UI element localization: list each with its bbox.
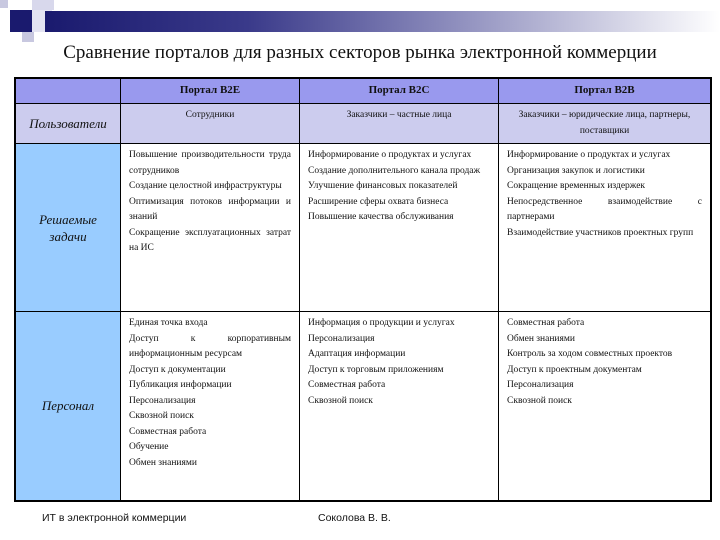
cell-item: Публикация информации: [129, 380, 232, 390]
cell-item: Единая точка входа: [129, 318, 208, 328]
table-cell: [121, 104, 300, 144]
header-b2b: Портал B2B: [499, 78, 712, 104]
header-row: [15, 78, 711, 104]
table-cell: [300, 144, 499, 312]
cell-item: Информация о продукции и услугах: [308, 318, 455, 328]
cell-item: Персонализация: [507, 380, 574, 390]
cell-item: Персонализация: [308, 333, 375, 344]
table-cell: [499, 104, 712, 144]
cell-item: Доступ к корпоративным информационным ресурсам: [129, 333, 291, 359]
header-b2c: Портал B2C: [300, 78, 499, 104]
header-b2e: Портал B2E: [121, 78, 300, 104]
cell-item: Контроль за ходом совместных проектов: [507, 349, 673, 359]
cell-item: Создание целостной инфраструктуры: [129, 181, 282, 191]
table-cell: [121, 144, 300, 312]
table-cell: [121, 312, 300, 501]
cell-item: Сквозной поиск: [129, 411, 194, 421]
cell-item: Создание дополнительного канала продаж: [308, 165, 481, 176]
footer-course: ИТ в электронной коммерции: [42, 512, 187, 524]
cell-item: Заказчики – частные лица: [346, 110, 452, 120]
cell-item: Информирование о продуктах и услугах: [507, 150, 671, 160]
row-header: Решаемые задачи: [15, 144, 121, 312]
header-gradient-bar: [45, 11, 720, 32]
cell-item: Непосредственное взаимодействие с партнерами: [507, 196, 702, 222]
cell-item: Повышение качества обслуживания: [308, 212, 454, 222]
cell-item: Улучшение финансовых показателей: [308, 181, 458, 191]
cell-item: Доступ к проектным документам: [507, 364, 642, 375]
cell-item: Совместная работа: [308, 380, 386, 390]
cell-item: Организация закупок и логистики: [507, 165, 645, 176]
table-row: [15, 144, 711, 312]
cell-item: Совместная работа: [129, 426, 207, 437]
table-cell: [300, 312, 499, 501]
cell-item: Обмен знаниями: [129, 457, 197, 468]
cell-item: Сокращение эксплуатационных затрат на ИС: [129, 227, 291, 253]
row-header: Пользователи: [15, 104, 121, 144]
cell-item: Персонализация: [129, 395, 196, 406]
cell-item: Обучение: [129, 442, 169, 452]
cell-item: Расширение сферы охвата бизнеса: [308, 196, 449, 207]
table-cell: [300, 104, 499, 144]
cell-item: Сквозной поиск: [308, 395, 373, 406]
cell-item: Заказчики – юридические лица, партнеры, поставщики: [518, 110, 691, 136]
cell-item: Доступ к торговым приложениям: [308, 364, 444, 375]
cell-item: Информирование о продуктах и услугах: [308, 150, 472, 160]
slide-title: Сравнение порталов для разных секторов рынка электронной коммерции: [63, 42, 657, 63]
cell-item: Оптимизация потоков информации и знаний: [129, 196, 291, 222]
cell-item: Повышение производительности труда сотрудников: [129, 150, 291, 176]
cell-item: Обмен знаниями: [507, 333, 575, 344]
cell-item: Сокращение временных издержек: [507, 181, 646, 191]
table-cell: [499, 144, 712, 312]
cell-item: Доступ к документации: [129, 364, 226, 375]
table-row: [15, 104, 711, 144]
cell-item: Сквозной поиск: [507, 395, 572, 406]
row-header: Персонал: [15, 312, 121, 501]
footer-author: Соколова В. В.: [318, 512, 391, 524]
table-cell: [499, 312, 712, 501]
comparison-table: [14, 77, 712, 502]
table-row: [15, 312, 711, 501]
cell-item: Адаптация информации: [308, 349, 406, 359]
cell-item: Взаимодействие участников проектных групп: [507, 227, 694, 238]
cell-item: Совместная работа: [507, 318, 585, 328]
header-cell-empty: [15, 78, 121, 104]
cell-item: Сотрудники: [185, 110, 235, 120]
